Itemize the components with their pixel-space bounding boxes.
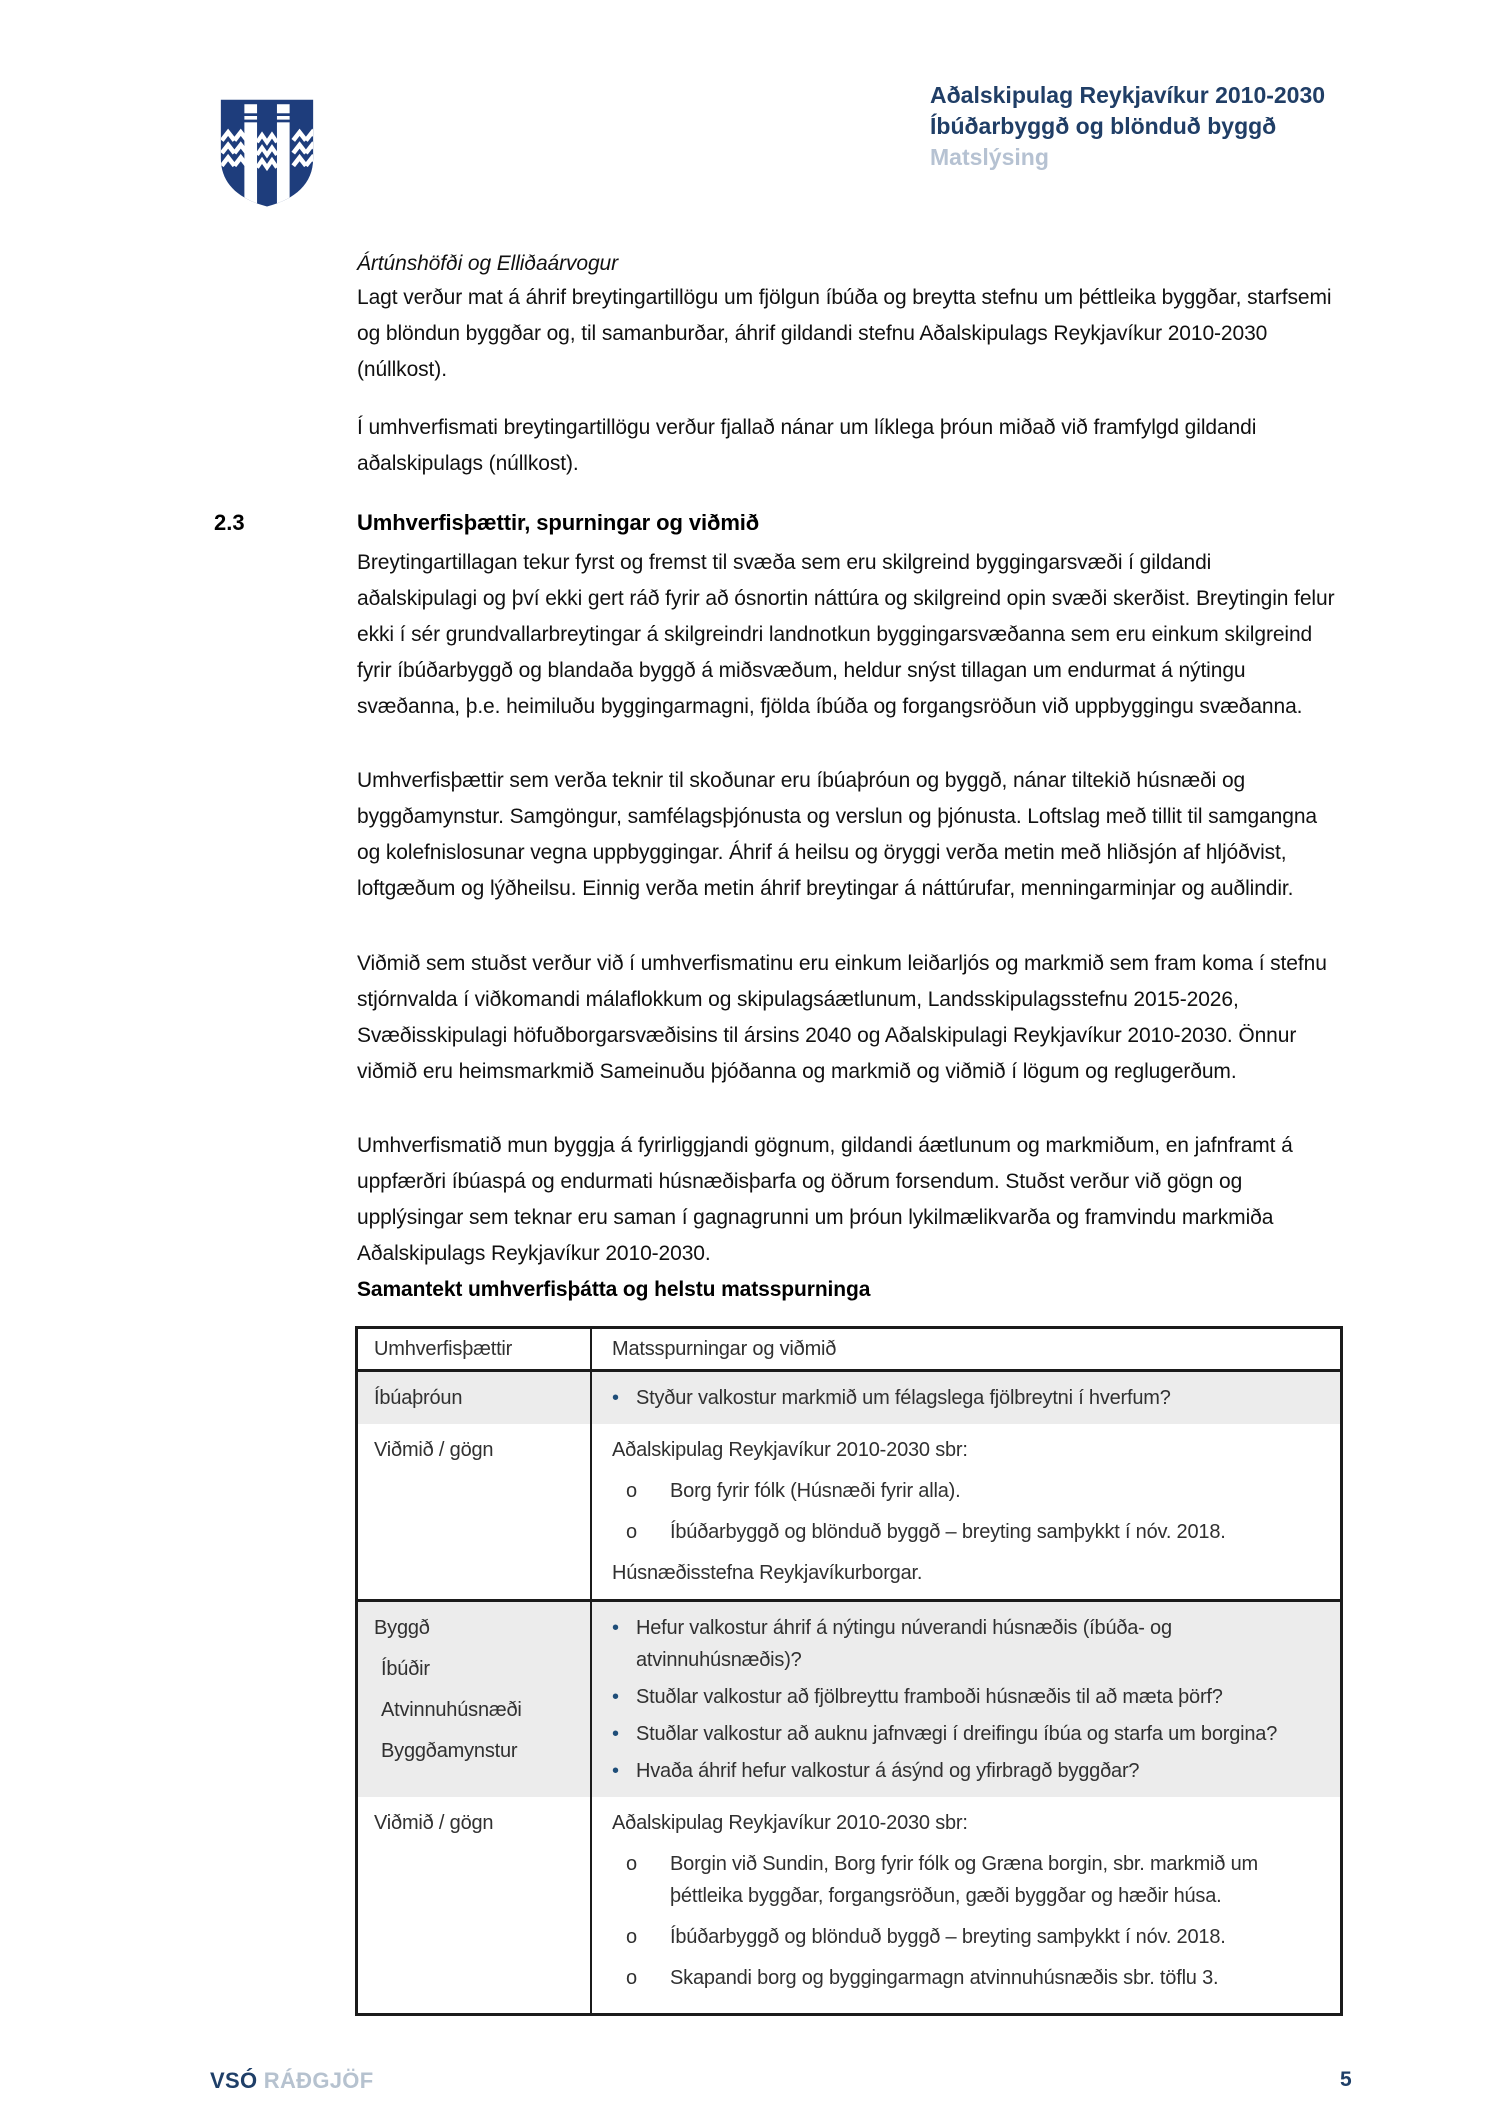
criteria-outro: Húsnæðisstefna Reykjavíkurborgar. xyxy=(612,1562,923,1584)
question-item xyxy=(612,1612,1328,1676)
bullet-icon: • xyxy=(612,1387,619,1409)
footer-brand-secondary: RÁÐGJÖF xyxy=(263,2068,374,2093)
table-row-factor xyxy=(358,1602,1340,1797)
criteria-sub-item xyxy=(612,1962,1328,1994)
section-number: 2.3 xyxy=(214,510,245,535)
footer-brand-primary: VSÓ xyxy=(210,2068,258,2093)
paragraph: Umhverfismatið mun byggja á fyrirliggjandi gögnum, gildandi áætlunum og markmiðum, en jafnframt á uppfærðri íbúaspá og endurmati húsnæðisþarfa og öðrum forsendum. Stuðst verður við gögn og upplýsingar sem teknar eru saman í gagnagrunni um þróun lykilmælikvarða og framvindu markmiða Aðalskipulags Reykjavíkur 2010-2030. xyxy=(357,1134,1293,1265)
question-text: Hvaða áhrif hefur valkostur á ásýnd og yfirbragð byggðar? xyxy=(636,1760,1140,1782)
table-header-factors: Umhverfisþættir xyxy=(358,1329,592,1369)
bullet-icon: • xyxy=(612,1723,619,1745)
factor-label: Atvinnuhúsnæði xyxy=(381,1699,522,1721)
table-row-criteria xyxy=(358,1797,1340,2013)
bullet-icon: • xyxy=(612,1686,619,1708)
criteria-sub-text: Borgin við Sundin, Borg fyrir fólk og Græna borgin, sbr. markmið um þéttleika byggðar, forgangsröðun, gæði byggðar og hæðir húsa. xyxy=(670,1853,1258,1907)
question-item xyxy=(612,1718,1328,1750)
sub-bullet-icon: o xyxy=(626,1480,637,1502)
question-item xyxy=(612,1681,1328,1713)
paragraph: Lagt verður mat á áhrif breytingartillögu um fjölgun íbúða og breytta stefnu um þéttleika byggðar, starfsemi og blöndun byggðar og, til samanburðar, áhrif gildandi stefnu Aðalskipulags Reykjavíkur 2010-2030 (núllkost). xyxy=(357,286,1332,381)
table-header-row xyxy=(358,1329,1340,1372)
table-group-byggd xyxy=(358,1599,1340,2013)
sub-bullet-icon: o xyxy=(626,1967,637,1989)
reykjavik-coat-of-arms-logo xyxy=(213,97,321,211)
bullet-icon: • xyxy=(612,1617,619,1639)
sub-bullet-icon: o xyxy=(626,1521,637,1543)
criteria-sub-text: Borg fyrir fólk (Húsnæði fyrir alla). xyxy=(670,1480,961,1502)
summary-table xyxy=(355,1326,1343,2016)
question-item xyxy=(612,1755,1328,1787)
factor-label: Íbúaþróun xyxy=(374,1387,463,1409)
factor-label: Íbúðir xyxy=(381,1658,430,1680)
question-text: Hefur valkostur áhrif á nýtingu núverandi húsnæðis (íbúða- og atvinnuhúsnæðis)? xyxy=(636,1617,1172,1671)
header-title-line2: Íbúðarbyggð og blönduð byggð xyxy=(930,113,1277,139)
header-title-line1: Aðalskipulag Reykjavíkur 2010-2030 xyxy=(930,82,1326,108)
criteria-sub-item xyxy=(612,1848,1328,1912)
criteria-label: Viðmið / gögn xyxy=(374,1812,494,1834)
criteria-intro: Aðalskipulag Reykjavíkur 2010-2030 sbr: xyxy=(612,1439,968,1461)
question-text: Styður valkostur markmið um félagslega fjölbreytni í hverfum? xyxy=(636,1387,1171,1409)
page-number: 5 xyxy=(1340,2068,1352,2091)
criteria-sub-text: Íbúðarbyggð og blönduð byggð – breyting samþykkt í nóv. 2018. xyxy=(670,1521,1226,1543)
sub-bullet-icon: o xyxy=(626,1926,637,1948)
criteria-sub-text: Skapandi borg og byggingarmagn atvinnuhúsnæðis sbr. töflu 3. xyxy=(670,1967,1219,1989)
criteria-intro: Aðalskipulag Reykjavíkur 2010-2030 sbr: xyxy=(612,1812,968,1834)
sub-bullet-icon: o xyxy=(626,1853,637,1875)
criteria-label: Viðmið / gögn xyxy=(374,1439,494,1461)
document-header xyxy=(930,80,1325,173)
paragraph: Umhverfisþættir sem verða teknir til skoðunar eru íbúaþróun og byggð, nánar tiltekið húsnæði og byggðamynstur. Samgöngur, samfélagsþjónusta og verslun og þjónusta. Loftslag með tillit til samgangna og kolefnislosunar vegna uppbyggingar. Áhrif á heilsu og öryggi verða metin með hliðsjón af hljóðvist, loftgæðum og lýðheilsu. Einnig verða metin áhrif breytingar á náttúrufar, menningarminjar og auðlindir. xyxy=(357,769,1317,900)
header-subtitle: Matslýsing xyxy=(930,144,1049,170)
table-row-criteria xyxy=(358,1424,1340,1599)
criteria-sub-item xyxy=(612,1475,1328,1507)
subsection-heading: Ártúnshöfði og Elliðaárvogur xyxy=(357,252,619,275)
table-heading: Samantekt umhverfisþátta og helstu matsspurninga xyxy=(357,1278,871,1301)
criteria-sub-item xyxy=(612,1921,1328,1953)
table-row-factor xyxy=(358,1372,1340,1424)
factor-label: Byggð xyxy=(374,1617,430,1639)
criteria-sub-text: Íbúðarbyggð og blönduð byggð – breyting samþykkt í nóv. 2018. xyxy=(670,1926,1226,1948)
question-text: Stuðlar valkostur að fjölbreyttu framboði húsnæðis til að mæta þörf? xyxy=(636,1686,1223,1708)
question-item xyxy=(612,1382,1328,1414)
paragraph: Í umhverfismati breytingartillögu verður fjallað nánar um líklega þróun miðað við framfylgd gildandi aðalskipulags (núllkost). xyxy=(357,416,1257,475)
paragraph: Viðmið sem stuðst verður við í umhverfismatinu eru einkum leiðarljós og markmið sem fram koma í stefnu stjórnvalda í viðkomandi málaflokkum og skipulagsáætlunum, Landsskipulagsstefnu 2015-2026, Svæðisskipulagi höfuðborgarsvæðisins til ársins 2040 og Aðalskipulagi Reykjavíkur 2010-2030. Önnur viðmið eru heimsmarkmið Sameinuðu þjóðanna og markmið og viðmið í lögum og reglugerðum. xyxy=(357,952,1327,1083)
criteria-sub-item xyxy=(612,1516,1328,1548)
factor-label: Byggðamynstur xyxy=(381,1740,518,1762)
footer-brand xyxy=(210,2068,373,2094)
section-title: Umhverfisþættir, spurningar og viðmið xyxy=(357,510,760,535)
bullet-icon: • xyxy=(612,1760,619,1782)
table-header-questions: Matsspurningar og viðmið xyxy=(612,1338,837,1360)
question-text: Stuðlar valkostur að auknu jafnvægi í dreifingu íbúa og starfa um borgina? xyxy=(636,1723,1278,1745)
table-group-ibuathroun xyxy=(358,1372,1340,1599)
paragraph: Breytingartillagan tekur fyrst og fremst til svæða sem eru skilgreind byggingarsvæði í gildandi aðalskipulagi og því ekki gert ráð fyrir að ósnortin náttúra og skilgreind opin svæði skerðist. Breytingin felur ekki í sér grundvallarbreytingar á skilgreindri landnotkun byggingarsvæðanna sem eru einkum skilgreind fyrir íbúðarbyggð og blandaða byggð á miðsvæðum, heldur snýst tillagan um endurmat á nýtingu svæðanna, þ.e. heimiluðu byggingarmagni, fjölda íbúða og forgangsröðun við uppbyggingu svæðanna. xyxy=(357,551,1335,718)
